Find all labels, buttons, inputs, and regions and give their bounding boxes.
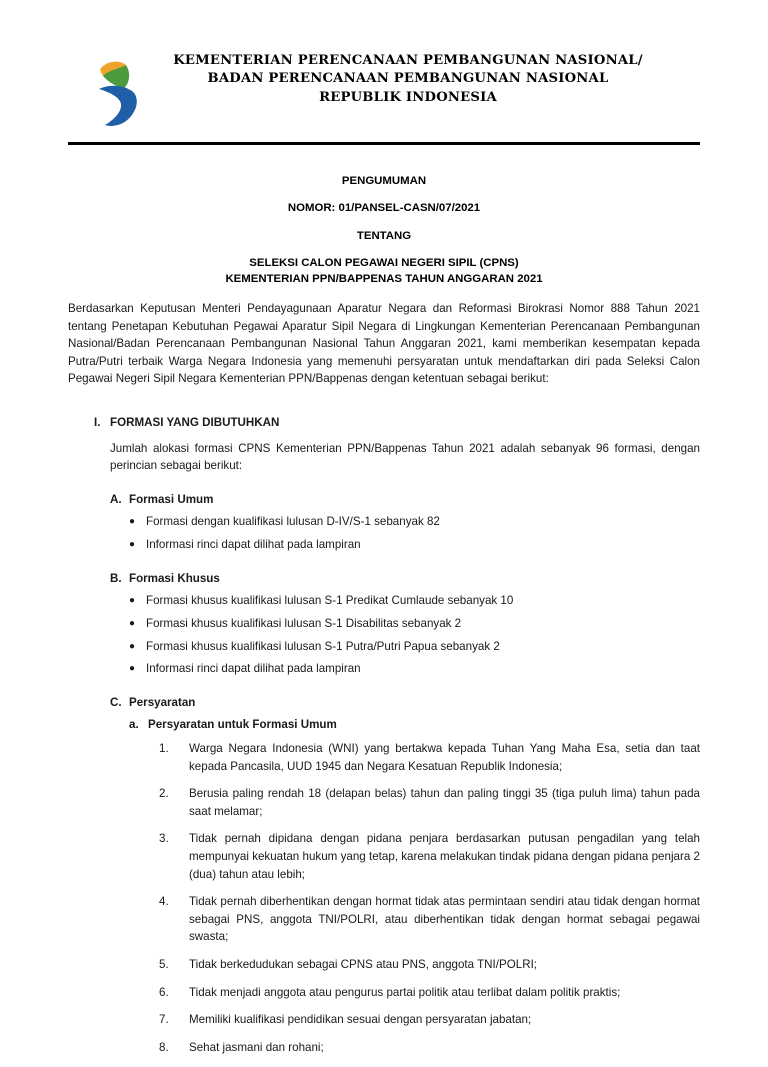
list-item-number: 4. <box>159 895 169 909</box>
list-item <box>159 893 700 946</box>
formasi-umum-list <box>110 513 700 553</box>
subsection-a-title: Formasi Umum <box>129 492 214 506</box>
title-block <box>68 174 700 287</box>
list-item-number: 3. <box>159 832 169 846</box>
list-item-text: Tidak menjadi anggota atau pengurus partai politik atau terlibat dalam politik praktis; <box>189 985 621 999</box>
subsection-b-mark: B. <box>110 571 122 585</box>
announcement-heading: PENGUMUMAN <box>341 175 427 187</box>
list-item <box>159 956 700 974</box>
bullet-icon: ● <box>129 595 136 607</box>
formasi-khusus-list <box>110 592 700 677</box>
subject-line-2: KEMENTERIAN PPN/BAPPENAS TAHUN ANGGARAN 2021 <box>225 272 543 285</box>
list-item-number: 7. <box>159 1013 169 1027</box>
letterhead-line-3: REPUBLIK INDONESIA <box>319 89 497 105</box>
letterhead-line-1: KEMENTERIAN PERENCANAAN PEMBANGUNAN NASIONAL/ <box>173 53 643 68</box>
bullet-icon: ● <box>129 617 136 629</box>
document-body <box>68 300 700 1067</box>
list-item-text: Memiliki kualifikasi pendidikan sesuai dengan persyaratan jabatan; <box>189 1013 532 1027</box>
intro-paragraph: Berdasarkan Keputusan Menteri Pendayagunaan Aparatur Negara dan Reformasi Birokrasi Nomor 888 Tahun 2021 tentang Penetapan Kebutuhan Pegawai Aparatur Sipil Negara di Lingkungan Kementerian Perencanaan Pembangunan Nasional/Badan Perencanaan Pembangunan Nasional Tahun Anggaran 2021, kami memberikan kesempatan kepada Putra/Putri terbaik Warga Negara Indonesia yang memenuhi persyaratan untuk mendaftarkan diri pada Seleksi Calon Pegawai Negeri Sipil Negara Kementerian PPN/Bappenas dengan ketentuan sebagai berikut: <box>68 302 700 386</box>
section-content <box>110 414 700 1066</box>
list-item-text: Informasi rinci dapat dilihat pada lampiran <box>146 538 361 552</box>
list-item <box>159 984 700 1002</box>
list-item <box>129 638 700 656</box>
list-item-number: 5. <box>159 958 169 972</box>
subject-line-1: SELEKSI CALON PEGAWAI NEGERI SIPIL (CPNS) <box>249 257 519 270</box>
subsection-persyaratan <box>110 694 700 1057</box>
section-title: FORMASI YANG DIBUTUHKAN <box>110 416 280 430</box>
persyaratan-umum-list <box>129 740 700 1057</box>
list-item-number: 8. <box>159 1040 169 1054</box>
list-item-text: Sehat jasmani dan rohani; <box>189 1040 324 1054</box>
list-item-text: Tidak pernah diberhentikan dengan hormat tidak atas permintaan sendiri atau tidak dengan hormat sebagai PNS, anggota TNI/POLRI, atau diberhentikan tidak dengan hormat sebagai pegawai swasta; <box>189 895 700 944</box>
bullet-icon: ● <box>129 539 136 551</box>
list-item-text: Formasi khusus kualifikasi lulusan S-1 Predikat Cumlaude sebanyak 10 <box>146 594 514 608</box>
list-item-text: Tidak pernah dipidana dengan pidana penjara berdasarkan putusan pengadilan yang telah mempunyai kekuatan hukum yang tetap, karena melakukan tindak pidana dengan pidana penjara 2 (dua) tahun atau lebih; <box>189 832 700 881</box>
list-item <box>129 536 700 554</box>
list-item-number: 2. <box>159 787 169 801</box>
list-item <box>159 830 700 883</box>
list-item-text: Warga Negara Indonesia (WNI) yang bertakwa kepada Tuhan Yang Maha Esa, setia dan taat kepada Pancasila, UUD 1945 dan Negara Kesatuan Republik Indonesia; <box>189 741 700 773</box>
list-item <box>159 1011 700 1029</box>
list-item-number: 6. <box>159 985 169 999</box>
bullet-icon: ● <box>129 640 136 652</box>
list-item-text: Formasi dengan kualifikasi lulusan D-IV/S-1 sebanyak 82 <box>146 515 440 529</box>
list-item <box>129 660 700 678</box>
list-item-text: Formasi khusus kualifikasi lulusan S-1 Putra/Putri Papua sebanyak 2 <box>146 639 500 653</box>
list-item <box>159 785 700 820</box>
subsection-formasi-khusus <box>110 570 700 678</box>
list-item <box>129 592 700 610</box>
section-numeral: I. <box>94 416 101 430</box>
section-formasi <box>68 414 700 1066</box>
subsection-ca-title: Persyaratan untuk Formasi Umum <box>148 718 337 732</box>
subsection-c-mark: C. <box>110 695 122 709</box>
list-item <box>129 513 700 531</box>
section-intro-paragraph: Jumlah alokasi formasi CPNS Kementerian PPN/Bappenas Tahun 2021 adalah sebanyak 96 formasi, dengan perincian sebagai berikut: <box>110 441 700 473</box>
list-item-text: Tidak berkedudukan sebagai CPNS atau PNS, anggota TNI/POLRI; <box>189 958 538 972</box>
list-item-text: Informasi rinci dapat dilihat pada lampiran <box>146 662 361 676</box>
letterhead-text <box>146 52 700 107</box>
list-item-text: Formasi khusus kualifikasi lulusan S-1 Disabilitas sebanyak 2 <box>146 616 462 630</box>
list-item-number: 1. <box>159 741 169 755</box>
list-item <box>159 740 700 775</box>
about-heading: TENTANG <box>356 229 412 242</box>
subsection-c-title: Persyaratan <box>129 695 196 709</box>
bullet-icon: ● <box>129 663 136 675</box>
subsection-formasi-umum <box>110 491 700 554</box>
subsection-persyaratan-umum <box>110 716 700 1056</box>
subsection-a-mark: A. <box>110 492 122 506</box>
list-item-text: Berusia paling rendah 18 (delapan belas) tahun dan paling tinggi 35 (tiga puluh lima) tahun pada saat melamar; <box>189 787 700 818</box>
letterhead-line-2: BADAN PERENCANAAN PEMBANGUNAN NASIONAL <box>207 71 609 87</box>
subsection-ca-mark: a. <box>129 718 139 732</box>
list-item <box>129 615 700 633</box>
bullet-icon: ● <box>129 516 136 528</box>
announcement-number: NOMOR: 01/PANSEL-CASN/07/2021 <box>287 202 481 215</box>
subsection-b-title: Formasi Khusus <box>129 571 220 585</box>
letterhead <box>68 52 700 130</box>
list-item <box>159 1039 700 1057</box>
bappenas-logo <box>90 56 146 130</box>
header-divider <box>68 142 700 145</box>
